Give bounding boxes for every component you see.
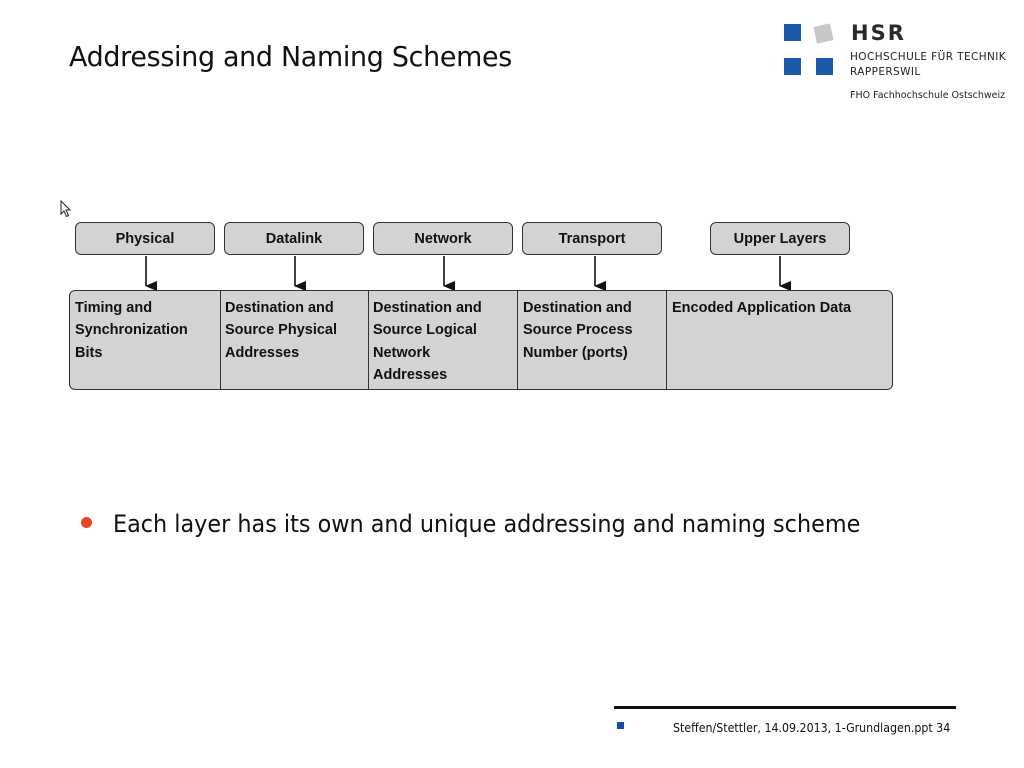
logo-line-fho: FHO Fachhochschule Ostschweiz bbox=[850, 90, 1006, 101]
logo-line-city: RAPPERSWIL bbox=[850, 66, 921, 78]
layer-box-datalink: Datalink bbox=[224, 222, 364, 255]
field-logical-network-addresses: Destination and Source Logical Network Addresses bbox=[373, 300, 482, 383]
packet-header-bar bbox=[69, 290, 893, 390]
footer-text: Steffen/Stettler, 14.09.2013, 1-Grundlagen.ppt 34 bbox=[673, 721, 951, 735]
slide-title: Addressing and Naming Schemes bbox=[69, 40, 512, 73]
field-process-ports: Destination and Source Process Number (ports) bbox=[523, 300, 633, 361]
field-physical-addresses: Destination and Source Physical Addresses bbox=[225, 300, 338, 361]
layer-box-network: Network bbox=[373, 222, 513, 255]
field-divider bbox=[220, 291, 221, 389]
bullet-text: Each layer has its own and unique addressing and naming scheme bbox=[113, 510, 861, 538]
footer-square-icon bbox=[617, 722, 624, 729]
field-application-data: Encoded Application Data bbox=[672, 300, 852, 316]
logo-wordmark: HSR bbox=[851, 21, 906, 45]
field-divider bbox=[368, 291, 369, 389]
field-divider bbox=[666, 291, 667, 389]
field-divider bbox=[517, 291, 518, 389]
bullet-dot-icon bbox=[81, 517, 92, 528]
layer-box-upper-layers: Upper Layers bbox=[710, 222, 850, 255]
logo-line-school: HOCHSCHULE FÜR TECHNIK bbox=[850, 51, 1007, 63]
layer-box-transport: Transport bbox=[522, 222, 662, 255]
field-timing-sync-bits: Timing and Synchronization Bits bbox=[75, 300, 188, 361]
footer-rule bbox=[614, 706, 956, 709]
layer-box-physical: Physical bbox=[75, 222, 215, 255]
